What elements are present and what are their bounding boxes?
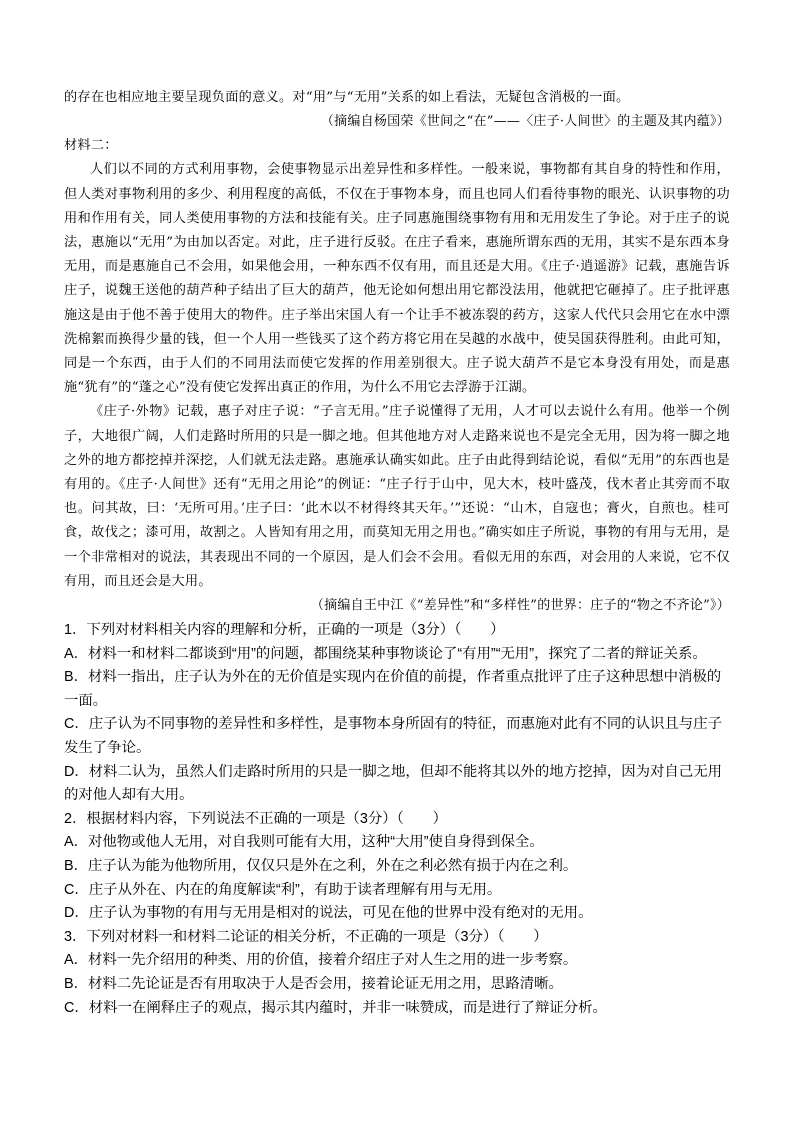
question-3-option-a: A．材料一先介绍用的种类、用的价值，接着介绍庄子对人生之用的进一步考察。 <box>64 952 578 969</box>
material2-paragraph-2: 《庄子·外物》记载，惠子对庄子说：“子言无用。”庄子说懂得了无用，人才可以去说什么有用。他举一个例子，大地很广阔，人们走路时所用的只是一脚之地。但其他地方对人走路来说也不是完全无用，因为将一脚之地之外的地方都挖掉并深挖，人们就无法走路。惠施承认确实如此。庄子由此得到结论说，看似“无用”的东西也是有用的。《庄子·人间世》还有“无用之用论”的例证：“庄子行于山中，见大木，枝叶盛茂，伐木者止其旁而不取也。问其故，曰：‘无所可用。’庄子曰：‘此木以不材得终其天年。’”还说：“山木，自寇也；膏火，自煎也。桂可食，故伐之；漆可用，故割之。人皆知有用之用，而莫知无用之用也。”确实如庄子所说，事物的有用与无用，是一个非常相对的说法，其表现出不同的一个原因，是人们会不会用。看似无用的东西，对会用的人来说，它不仅有用，而且还会是大用。 <box>64 404 730 589</box>
question-1-option-c: C．庄子认为不同事物的差异性和多样性，是事物本身所固有的特征，而惠施对此有不同的认识且与庄子发生了争论。 <box>64 716 722 757</box>
material2-source: （摘编自王中江《“差异性”和“多样性”的世界：庄子的“物之不齐论”》） <box>310 598 730 614</box>
material2-label: 材料二： <box>64 138 118 154</box>
question-2-option-a: A．对他物或他人无用，对自我则可能有大用，这种“大用”使自身得到保全。 <box>64 834 544 851</box>
document-page <box>64 86 730 1020</box>
material2-paragraph-1: 人们以不同的方式利用事物，会使事物显示出差异性和多样性。一般来说，事物都有其自身的特性和作用，但人类对事物利用的多少、利用程度的高低，不仅在于事物本身，而且也同人们看待事物的眼光、认识事物的功用和作用有关，同人类使用事物的方法和技能有关。庄子同惠施围绕事物有用和无用发生了争论。对于庄子的说法，惠施以“无用”为由加以否定。对此，庄子进行反驳。在庄子看来，惠施所谓东西的无用，其实不是东西本身无用，而是惠施自己不会用，如果他会用，一种东西不仅有用，而且还是大用。《庄子·逍遥游》记载，惠施告诉庄子，说魏王送他的葫芦种子结出了巨大的葫芦，他无论如何想出用它都没法用，他就把它砸掉了。庄子批评惠施这是由于他不善于使用大的物件。庄子举出宋国人有一个让手不被冻裂的药方，这家人代代只会用它在水中漂洗棉絮而换得少量的钱，但一个人用一些钱买了这个药方将它用在吴越的水战中，使吴国获得胜利。由此可知，同是一个东西，由于人们的不同用法而使它发挥的作用差别很大。庄子说大葫芦不是它本身没有用处，而是惠施“犹有”的“蓬之心”没有使它发挥出真正的作用，为什么不用它去浮游于江湖。 <box>64 162 730 396</box>
question-3-option-b: B．材料二先论证是否有用取决于人是否会用，接着论证无用之用，思路清晰。 <box>64 975 563 992</box>
questions-section <box>64 619 730 1020</box>
question-2-option-c: C．庄子从外在、内在的角度解读“利”，有助于读者理解有用与无用。 <box>64 881 502 898</box>
material1-source: （摘编自杨国荣《世间之“在”——〈庄子·人间世〉的主题及其内蕴》） <box>320 114 730 130</box>
question-3-option-c: C．材料一在阐释庄子的观点，揭示其内蕴时，并非一味赞成，而是进行了辩证分析。 <box>64 999 607 1016</box>
question-1-option-b: B．材料一指出，庄子认为外在的无价值是实现内在价值的前提，作者重点批评了庄子这种思想中消极的一面。 <box>64 669 722 709</box>
question-2-option-d: D．庄子认为事物的有用与无用是相对的说法，可见在他的世界中没有绝对的无用。 <box>64 905 593 922</box>
question-1-option-d: D．材料二认为，虽然人们走路时所用的只是一脚之地，但却不能将其以外的地方挖掉，因为对自己无用的对他人却有大用。 <box>64 763 722 804</box>
material1-tail-paragraph: 的存在也相应地主要呈现负面的意义。对“用”与“无用”关系的如上看法，无疑包含消极的一面。 <box>64 90 630 105</box>
question-2-option-b: B．庄子认为能为他物所用，仅仅只是外在之利，外在之利必然有损于内在之利。 <box>64 858 578 874</box>
question-1-stem: 1．下列对材料相关内容的理解和分析，正确的一项是（3分）（ ） <box>64 622 505 639</box>
material-section <box>64 86 730 618</box>
question-1-option-a: A．材料一和材料二都谈到“用”的问题，都围绕某种事物谈论了“有用”“无用”，探究了二者的辩证关系。 <box>64 645 707 662</box>
question-3-stem: 3．下列对材料一和材料二论证的相关分析，不正确的一项是（3分）（ ） <box>64 928 548 945</box>
question-2-stem: 2．根据材料内容，下列说法不正确的一项是（3分）（ ） <box>64 810 447 827</box>
